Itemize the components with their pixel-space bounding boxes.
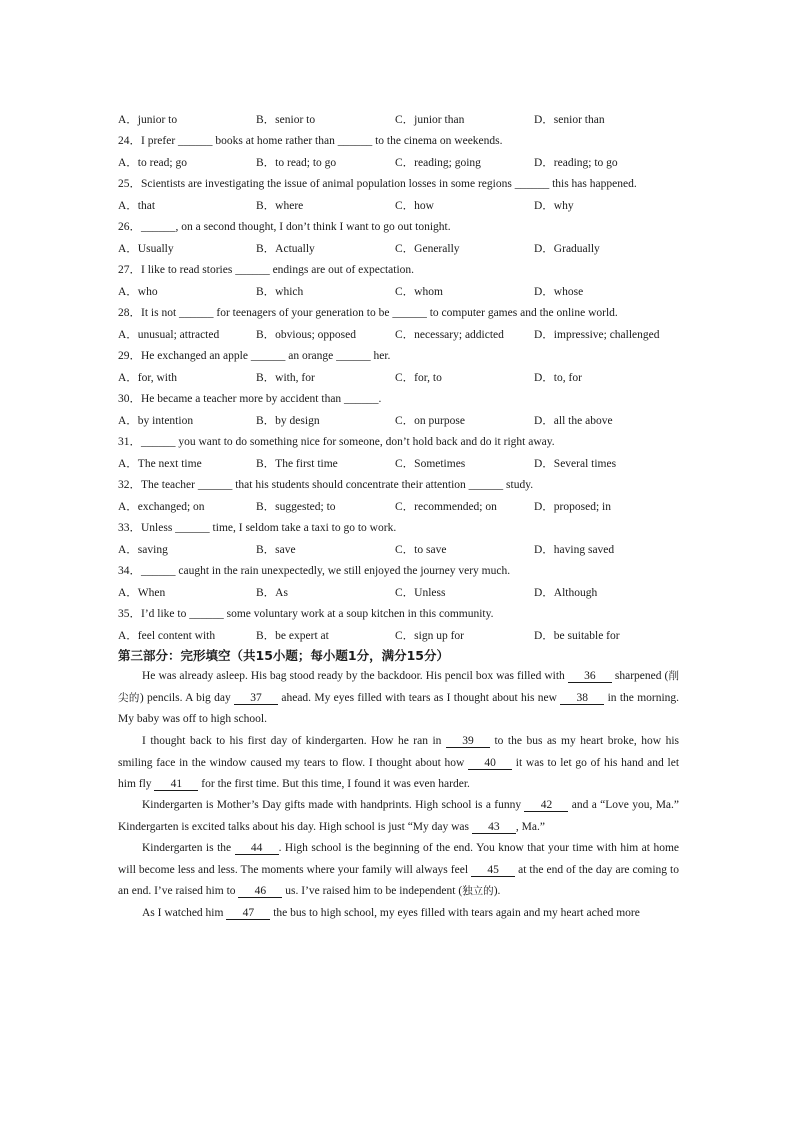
q32-option-b: B．suggested; to <box>256 501 336 513</box>
text: ahead. My eyes filled with tears as I thought about his new <box>281 691 557 704</box>
q31-stem: 31．______ you want to do something nice for someone, don’t hold back and do it right away. <box>118 436 555 448</box>
blank-46[interactable]: 46 <box>238 885 282 898</box>
q24-stem: 24．I prefer ______ books at home rather than ______ to the cinema on weekends. <box>118 135 503 147</box>
q26-option-a: A．Usually <box>118 243 174 255</box>
q33-stem: 33．Unless ______ time, I seldom take a taxi to go to work. <box>118 522 397 534</box>
q33-option-a: A．saving <box>118 544 168 556</box>
q28-option-a: A．unusual; attracted <box>118 329 220 341</box>
q29-option-b: B．with, for <box>256 372 315 384</box>
blank-41[interactable]: 41 <box>154 778 198 791</box>
q34-option-c: C．Unless <box>395 587 446 599</box>
q27-option-b: B．which <box>256 286 304 298</box>
q25-options <box>118 199 688 213</box>
cloze-paragraph-1 <box>118 666 679 731</box>
q23-option-c: C．junior than <box>395 114 465 126</box>
blank-37[interactable]: 37 <box>234 692 278 705</box>
q28-options <box>118 328 688 342</box>
blank-44[interactable]: 44 <box>235 842 279 855</box>
q30-option-c: C．on purpose <box>395 415 465 427</box>
q31-option-b: B．The first time <box>256 458 338 470</box>
q30-options <box>118 414 688 428</box>
cloze-paragraph-5 <box>118 903 679 925</box>
q27-stem: 27．I like to read stories ______ endings are out of expectation. <box>118 264 415 276</box>
q30-stem: 30．He became a teacher more by accident than ______. <box>118 393 382 405</box>
text: for the first time. But this time, I found it was even harder. <box>201 778 470 790</box>
q33-option-b: B．save <box>256 544 296 556</box>
q27-option-d: D．whose <box>534 286 584 298</box>
q32-option-c: C．recommended; on <box>395 501 497 513</box>
text: at the end of the day are coming to an end. I’ve raised him to <box>118 863 679 897</box>
q28-stem: 28．It is not ______ for teenagers of your generation to be ______ to computer games and the online world. <box>118 307 618 319</box>
q29-option-c: C．for, to <box>395 372 442 384</box>
q26-stem: 26．______, on a second thought, I don’t think I want to go out tonight. <box>118 221 451 233</box>
q27-options <box>118 285 688 299</box>
cloze-paragraph-2 <box>118 731 679 796</box>
q28-option-b: B．obvious; opposed <box>256 329 356 341</box>
blank-43[interactable]: 43 <box>472 821 516 834</box>
q24-option-a: A．to read; go <box>118 157 187 169</box>
text: ). <box>493 885 501 897</box>
q31-option-a: A．The next time <box>118 458 202 470</box>
blank-47[interactable]: 47 <box>226 907 270 920</box>
q25-option-d: D．why <box>534 200 574 212</box>
q24-option-d: D．reading; to go <box>534 157 618 169</box>
q35-options <box>118 629 688 643</box>
q30-option-b: B．by design <box>256 415 320 427</box>
text: 独立的 <box>462 885 494 897</box>
q24-option-b: B．to read; to go <box>256 157 337 169</box>
q32-options <box>118 500 688 514</box>
blank-36[interactable]: 36 <box>568 670 612 683</box>
q23-option-d: D．senior than <box>534 114 605 126</box>
q26-option-d: D．Gradually <box>534 243 600 255</box>
text: and a “Love you, Ma.” Kindergarten is excited talks about his day. High school is just “My day was <box>118 799 680 833</box>
cloze-paragraph-4 <box>118 838 679 903</box>
q24-option-c: C．reading; going <box>395 157 481 169</box>
q31-option-c: C．Sometimes <box>395 458 466 470</box>
q33-option-c: C．to save <box>395 544 447 556</box>
q35-option-b: B．be expert at <box>256 630 329 642</box>
text: it was to let go of his hand and let him fly <box>118 756 680 790</box>
q30-option-d: D．all the above <box>534 415 613 427</box>
q25-option-a: A．that <box>118 200 156 212</box>
q34-option-a: A．When <box>118 587 166 599</box>
text: in the morning. My baby was off to high school. <box>118 691 680 725</box>
text: I thought back to his first day of kindergarten. How he ran in <box>142 735 442 747</box>
q24-options <box>118 156 688 170</box>
q29-option-a: A．for, with <box>118 372 177 384</box>
q33-options <box>118 543 688 557</box>
q35-option-c: C．sign up for <box>395 630 464 642</box>
q25-stem: 25．Scientists are investigating the issue of animal population losses in some regions ______ this has happened. <box>118 178 637 190</box>
q23-option-b: B．senior to <box>256 114 316 126</box>
q28-option-c: C．necessary; addicted <box>395 329 504 341</box>
text: He was already asleep. His bag stood ready by the backdoor. His pencil box was filled with <box>142 670 565 682</box>
text: ) pencils. A big day <box>139 691 231 704</box>
q29-option-d: D．to, for <box>534 372 582 384</box>
cloze-paragraph-3 <box>118 795 679 838</box>
text: As I watched him <box>142 907 224 919</box>
text: . High school is the beginning of the end. You know that your time with him at home will become less and less. The moments where your family will always feel <box>118 842 680 876</box>
text: to the bus as my heart broke, how his smiling face in the window caused my tears to flow. I thought about how <box>118 735 680 769</box>
text: Kindergarten is Mother’s Day gifts made with handprints. High school is a funny <box>142 799 522 811</box>
q29-stem: 29．He exchanged an apple ______ an orange ______ her. <box>118 350 391 362</box>
q35-stem: 35．I’d like to ______ some voluntary work at a soup kitchen in this community. <box>118 608 494 620</box>
q32-option-a: A．exchanged; on <box>118 501 205 513</box>
blank-40[interactable]: 40 <box>468 757 512 770</box>
text: 削尖的 <box>118 670 680 704</box>
q32-option-d: D．proposed; in <box>534 501 611 513</box>
q28-option-d: D．impressive; challenged <box>534 329 660 341</box>
text: , Ma.” <box>515 820 545 833</box>
blank-39[interactable]: 39 <box>446 735 490 748</box>
q35-option-a: A．feel content with <box>118 630 216 642</box>
text: Kindergarten is the <box>142 842 232 854</box>
q26-option-b: B．Actually <box>256 243 315 255</box>
q23-options <box>118 113 688 127</box>
blank-38[interactable]: 38 <box>560 692 604 705</box>
q27-option-a: A．who <box>118 286 158 298</box>
q25-option-b: B．where <box>256 200 304 212</box>
q27-option-c: C．whom <box>395 286 443 298</box>
q26-options <box>118 242 688 256</box>
q30-option-a: A．by intention <box>118 415 194 427</box>
q31-option-d: D．Several times <box>534 458 617 470</box>
q29-options <box>118 371 688 385</box>
q23-option-a: A．junior to <box>118 114 178 126</box>
q31-options <box>118 457 688 471</box>
text: the bus to high school, my eyes filled with tears again and my heart ached more <box>273 907 640 919</box>
q34-options <box>118 586 688 600</box>
q25-option-c: C．how <box>395 200 434 212</box>
q32-stem: 32．The teacher ______ that his students should concentrate their attention ______ study. <box>118 479 534 491</box>
q33-option-d: D．having saved <box>534 544 615 556</box>
q34-option-b: B．As <box>256 587 288 599</box>
q26-option-c: C．Generally <box>395 243 460 255</box>
q34-option-d: D．Although <box>534 587 598 599</box>
blank-42[interactable]: 42 <box>524 799 568 812</box>
q34-stem: 34．______ caught in the rain unexpectedly, we still enjoyed the journey very much. <box>118 565 511 577</box>
blank-45[interactable]: 45 <box>471 864 515 877</box>
text: us. I’ve raised him to be independent ( <box>285 885 463 897</box>
text: sharpened ( <box>614 670 669 682</box>
q35-option-d: D．be suitable for <box>534 630 620 642</box>
section-heading: 第三部分：完形填空（共15小题；每小题1分，满分15分） <box>118 648 449 663</box>
